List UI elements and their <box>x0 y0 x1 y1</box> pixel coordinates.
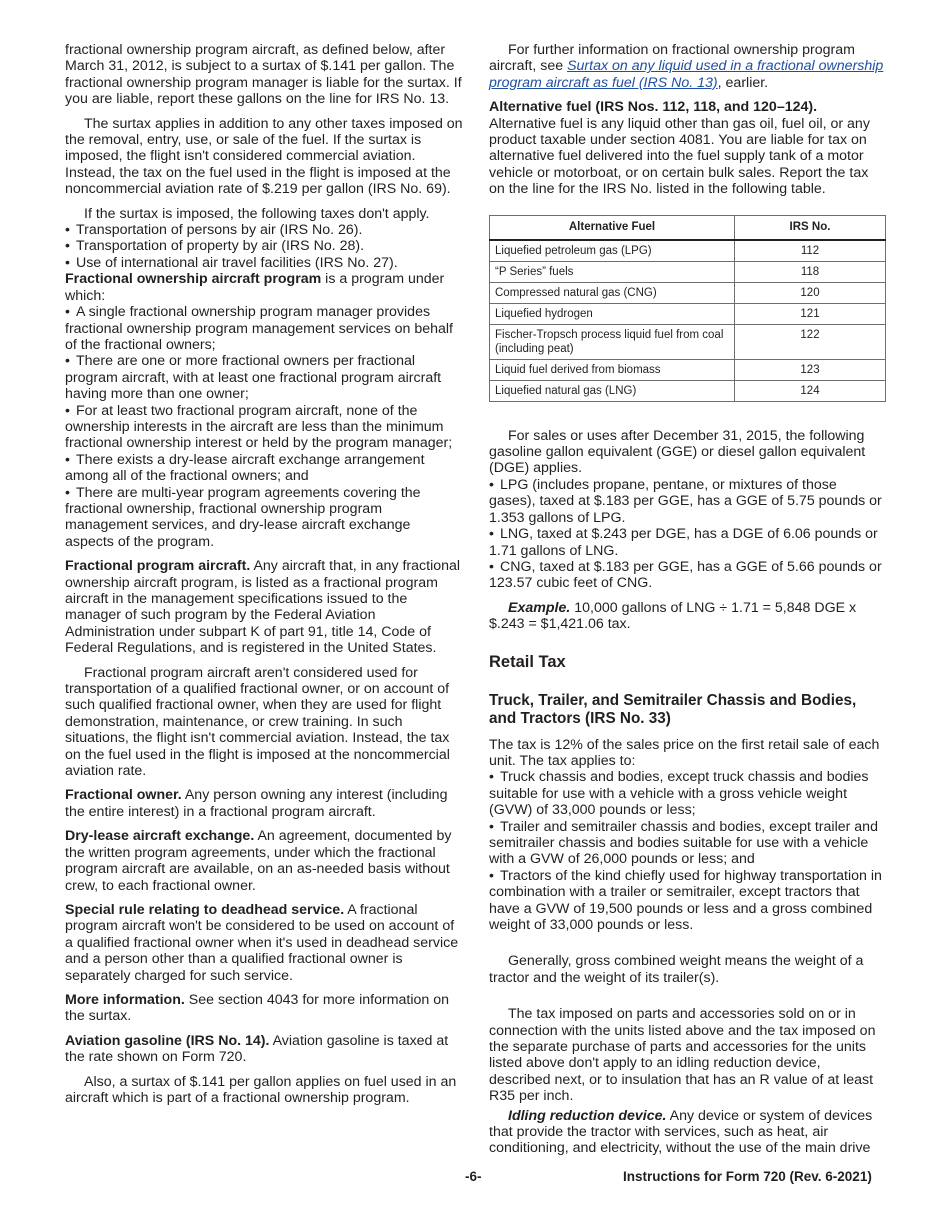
paragraph: The surtax applies in addition to any other taxes imposed on the removal, entry, use, or sale of the fuel. If the surtax is imposed, the flight isn't considered commercial aviation. Instead, the tax on the fuel used in the flight is imposed at the noncommercial aviation rate of $.219 per gallon (IRS No. 69). <box>65 115 463 198</box>
example-paragraph: Example. 10,000 gallons of LNG ÷ 1.71 = 5,848 DGE x $.243 = $1,421.06 tax. <box>489 599 857 633</box>
paragraph: Alternative fuel is any liquid other than gas oil, fuel oil, or any product taxable under section 4081. You are liable for tax on alternative fuel delivered into the fuel supply tank of a motor vehicle or motorboat, or on certain bulk sales. Report the tax on the line for the IRS No. listed in the following table. <box>489 115 870 198</box>
table-cell: 120 <box>735 282 886 303</box>
table-row <box>490 282 886 303</box>
table-cell: 124 <box>735 380 886 401</box>
page-number: -6- <box>465 1169 482 1184</box>
table-row <box>490 324 886 359</box>
table-row <box>490 303 886 324</box>
section-heading: Retail Tax <box>489 652 566 671</box>
paragraph: Fractional program aircraft aren't considered used for transportation of a qualified fractional owner, or on account of such qualified fractional owner, when they are used for flight demonstration, maintenance, or crew training. In such situations, the flight isn't commercial aviation. Instead, the tax on the fuel used in the flight is imposed at the noncommercial aviation rate. <box>65 664 450 780</box>
example-label: Example. <box>508 599 571 616</box>
list-item: • A single fractional ownership program manager provides fractional ownership program management services on behalf of the fractional owners; <box>65 304 463 353</box>
table-cell: Fischer-Tropsch process liquid fuel from coal (including peat) <box>490 324 735 359</box>
paragraph: Fractional owner. Any person owning any interest (including the entire interest) in a fractional program aircraft. <box>65 787 448 820</box>
list-item: • Truck chassis and bodies, except truck chassis and bodies suitable for use with a vehicle with a gross vehicle weight (GVW) of 33,000 pounds or less; <box>489 769 886 818</box>
list-item: • LNG, taxed at $.243 per DGE, has a DGE of 6.06 pounds or 1.71 gallons of LNG. <box>489 526 886 559</box>
table-cell: 121 <box>735 303 886 324</box>
table-cell: Liquefied natural gas (LNG) <box>490 380 735 401</box>
paragraph: Generally, gross combined weight means the weight of a tractor and the weight of its trailer(s). <box>489 953 864 986</box>
list-item: • Transportation of persons by air (IRS No. 26). <box>65 222 463 238</box>
table-cell: 122 <box>735 324 886 359</box>
table-cell: 118 <box>735 261 886 282</box>
table-cell: Liquid fuel derived from biomass <box>490 359 735 380</box>
list-item: • There are one or more fractional owners per fractional program aircraft, with at least one fractional program aircraft having more than one owner; <box>65 353 463 402</box>
right-column <box>489 42 886 1157</box>
table-row <box>490 240 886 262</box>
paragraph: The tax is 12% of the sales price on the first retail sale of each unit. The tax applies to: <box>489 736 880 769</box>
paragraph: For sales or uses after December 31, 2015, the following gasoline gallon equivalent (GGE) or diesel gallon equivalent (DGE) applies. <box>489 427 866 477</box>
left-column <box>65 42 463 1106</box>
list-item: • There are multi-year program agreements covering the fractional ownership, fractional ownership program management services, and dry-lease aircraft exchange aspects of the program. <box>65 485 463 551</box>
list-item: • Tractors of the kind chiefly used for highway transportation in combination with a trailer or semitrailer, except tractors that have a GVW of 19,500 pounds or less and a gross combined weight of 33,000 pounds or less. <box>489 868 886 934</box>
term-heading: Aviation gasoline (IRS No. 14). <box>65 1032 270 1049</box>
paragraph: Special rule relating to deadhead service. A fractional program aircraft won't be considered to be used on account of a qualified fractional owner when it's used in deadhead service and a person other than a qualified fractional owner is separately charged for such service. <box>65 901 459 984</box>
list-item: • LPG (includes propane, pentane, or mixtures of those gases), taxed at $.183 per GGE, has a GGE of 5.75 pounds or 1.353 gallons of LPG. <box>489 477 886 526</box>
list-item: • Use of international air travel facilities (IRS No. 27). <box>65 255 463 271</box>
term-heading: Fractional owner. <box>65 787 182 804</box>
table-row <box>490 380 886 401</box>
cross-reference-link[interactable]: Surtax on any liquid used in a fractional ownership program aircraft as fuel (IRS No. 13) <box>489 58 884 91</box>
form-title: Instructions for Form 720 (Rev. 6-2021) <box>623 1169 872 1184</box>
list-item: • Transportation of property by air (IRS No. 28). <box>65 238 463 254</box>
paragraph: Dry-lease aircraft exchange. An agreement, documented by the written program agreements, under which the fractional program aircraft are available, on an as-needed basis without crew, to each fractional owner. <box>65 828 452 894</box>
list-item: • For at least two fractional program aircraft, none of the ownership interests in the aircraft are less than the minimum fractional ownership interest or held by the program manager; <box>65 403 463 452</box>
term-heading: Alternative fuel (IRS Nos. 112, 118, and 120–124). <box>489 99 818 116</box>
paragraph: Also, a surtax of $.141 per gallon applies on fuel used in an aircraft which is part of a fractional ownership program. <box>65 1073 457 1106</box>
list-item: • CNG, taxed at $.183 per GGE, has a GGE of 5.66 pounds or 123.57 cubic feet of CNG. <box>489 559 886 592</box>
paragraph: Aviation gasoline (IRS No. 14). Aviation gasoline is taxed at the rate shown on Form 720. <box>65 1032 449 1066</box>
paragraph: Fractional ownership aircraft program is a program under which: <box>65 271 445 304</box>
paragraph: Idling reduction device. Any device or system of devices that provide the tractor with services, such as heat, air conditioning, and electricity, without the use of the main drive <box>489 1107 873 1157</box>
list-item: • There exists a dry-lease aircraft exchange arrangement among all of the fractional owners; and <box>65 452 463 485</box>
paragraph: The tax imposed on parts and accessories sold on or in connection with the units listed above and the tax imposed on the separate purchase of parts and accessories for the units listed above don't apply to an idling reduction device, described next, or to insulation that has an R value of at least R35 per inch. <box>489 1006 876 1105</box>
subsection-heading: Truck, Trailer, and Semitrailer Chassis and Bodies, and Tractors (IRS No. 33) <box>489 691 857 728</box>
paragraph: For further information on fractional ownership program aircraft, see Surtax on any liquid used in a fractional ownership program aircraft as fuel (IRS No. 13), earlier. <box>489 42 884 91</box>
paragraph: fractional ownership program aircraft, as defined below, after March 31, 2012, is subject to a surtax of $.141 per gallon. The fractional ownership program manager is liable for the surtax. If you are liable, report these gallons on the line for IRS No. 13. <box>65 42 462 108</box>
term-heading: More information. <box>65 991 185 1008</box>
term-heading: Fractional program aircraft. <box>65 558 251 575</box>
table-cell: Compressed natural gas (CNG) <box>490 282 735 303</box>
list-item: • Trailer and semitrailer chassis and bodies, except trailer and semitrailer chassis and bodies suitable for use with a vehicle with a GVW of 26,000 pounds or less; and <box>489 819 886 868</box>
alternative-fuel-table <box>489 215 886 402</box>
table-cell: Liquefied hydrogen <box>490 303 735 324</box>
term-heading: Dry-lease aircraft exchange. <box>65 828 255 845</box>
table-cell: Liquefied petroleum gas (LPG) <box>490 240 735 262</box>
column-header: Alternative Fuel <box>490 215 735 240</box>
table-cell: “P Series” fuels <box>490 261 735 282</box>
table-cell: 123 <box>735 359 886 380</box>
paragraph: If the surtax is imposed, the following taxes don't apply. <box>84 205 430 222</box>
table-header-row <box>490 215 886 240</box>
column-header: IRS No. <box>735 215 886 240</box>
term-heading: Special rule relating to deadhead service. <box>65 901 345 918</box>
table-row <box>490 359 886 380</box>
paragraph: More information. See section 4043 for more information on the surtax. <box>65 991 450 1025</box>
table-cell: 112 <box>735 240 886 262</box>
term-heading: Idling reduction device. <box>508 1107 667 1124</box>
table-row <box>490 261 886 282</box>
paragraph: Fractional program aircraft. Any aircraft that, in any fractional ownership aircraft program, is listed as a fractional program aircraft in the management specifications issued to the manager of such program by the Federal Aviation Administration under subpart K of part 91, title 14, Code of Federal Regulations, and is registered in the United States. <box>65 558 461 657</box>
term-heading: Fractional ownership aircraft program <box>65 271 322 288</box>
